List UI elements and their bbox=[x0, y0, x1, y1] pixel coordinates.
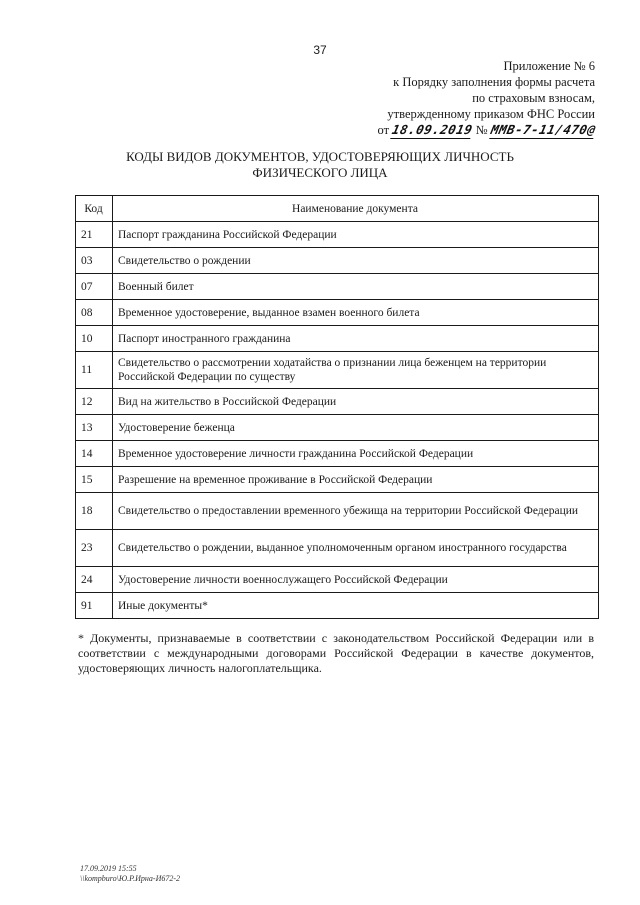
row-code: 21 bbox=[76, 222, 113, 248]
handwritten-order-number: ММВ-7-11/470@ bbox=[489, 122, 597, 137]
row-name: Удостоверение беженца bbox=[113, 415, 599, 441]
row-name: Свидетельство о предоставлении временного убежища на территории Российской Федерации bbox=[113, 493, 599, 530]
table-row bbox=[76, 530, 599, 567]
from-label: от bbox=[377, 123, 390, 137]
row-name: Удостоверение личности военнослужащего Российской Федерации bbox=[113, 567, 599, 593]
row-name: Военный билет bbox=[113, 274, 599, 300]
row-name: Свидетельство о рассмотрении ходатайства о признании лица беженцем на территории Российской Федерации по существу bbox=[113, 352, 599, 389]
row-code: 18 bbox=[76, 493, 113, 530]
row-code: 14 bbox=[76, 441, 113, 467]
row-code: 07 bbox=[76, 274, 113, 300]
row-name: Разрешение на временное проживание в Российской Федерации bbox=[113, 467, 599, 493]
row-code: 08 bbox=[76, 300, 113, 326]
appendix-line-4: утвержденному приказом ФНС России bbox=[387, 107, 595, 121]
header-code: Код bbox=[76, 196, 113, 222]
document-codes-table bbox=[75, 195, 599, 619]
row-name: Свидетельство о рождении, выданное уполномоченным органом иностранного государства bbox=[113, 530, 599, 567]
print-stamp bbox=[80, 864, 180, 884]
row-name: Паспорт иностранного гражданина bbox=[113, 326, 599, 352]
table-header-row bbox=[76, 196, 599, 222]
appendix-line-2: к Порядку заполнения формы расчета bbox=[393, 75, 595, 89]
row-code: 91 bbox=[76, 593, 113, 619]
row-name: Временное удостоверение личности гражданина Российской Федерации bbox=[113, 441, 599, 467]
page-number: 37 bbox=[313, 43, 327, 57]
row-code: 13 bbox=[76, 415, 113, 441]
appendix-line-1: Приложение № 6 bbox=[503, 59, 595, 73]
handwritten-date: 18.09.2019 bbox=[390, 122, 475, 137]
table-row bbox=[76, 352, 599, 389]
row-code: 12 bbox=[76, 389, 113, 415]
table-row bbox=[76, 222, 599, 248]
row-code: 03 bbox=[76, 248, 113, 274]
row-code: 11 bbox=[76, 352, 113, 389]
table-row bbox=[76, 248, 599, 274]
row-name: Иные документы* bbox=[113, 593, 599, 619]
number-label: № bbox=[475, 123, 488, 137]
table-row bbox=[76, 274, 599, 300]
document-title bbox=[0, 149, 640, 181]
stamp-path: \\kompburo\Ю.Р.Ирна-И672-2 bbox=[80, 874, 181, 883]
appendix-line-3: по страховым взносам, bbox=[472, 91, 595, 105]
row-code: 23 bbox=[76, 530, 113, 567]
order-reference bbox=[295, 122, 595, 139]
footnote: * Документы, признаваемые в соответствии с законодательством Российской Федерации или в соответствии с международными договорами Российской Федерации в качестве документов, удостоверяющих личность налогоплательщика. bbox=[78, 631, 594, 675]
title-line-2: ФИЗИЧЕСКОГО ЛИЦА bbox=[252, 165, 388, 180]
table-row bbox=[76, 389, 599, 415]
appendix-header bbox=[295, 58, 595, 139]
table-row bbox=[76, 567, 599, 593]
row-code: 24 bbox=[76, 567, 113, 593]
header-document-name: Наименование документа bbox=[113, 196, 599, 222]
table-row bbox=[76, 300, 599, 326]
row-code: 15 bbox=[76, 467, 113, 493]
table-row bbox=[76, 441, 599, 467]
row-name: Паспорт гражданина Российской Федерации bbox=[113, 222, 599, 248]
table-row bbox=[76, 493, 599, 530]
title-line-1: КОДЫ ВИДОВ ДОКУМЕНТОВ, УДОСТОВЕРЯЮЩИХ ЛИЧНОСТЬ bbox=[126, 149, 514, 164]
table-row bbox=[76, 415, 599, 441]
row-code: 10 bbox=[76, 326, 113, 352]
row-name: Вид на жительство в Российской Федерации bbox=[113, 389, 599, 415]
table-row bbox=[76, 326, 599, 352]
row-name: Свидетельство о рождении bbox=[113, 248, 599, 274]
row-name: Временное удостоверение, выданное взамен военного билета bbox=[113, 300, 599, 326]
stamp-datetime: 17.09.2019 15:55 bbox=[80, 864, 137, 873]
table-row bbox=[76, 467, 599, 493]
table-row bbox=[76, 593, 599, 619]
